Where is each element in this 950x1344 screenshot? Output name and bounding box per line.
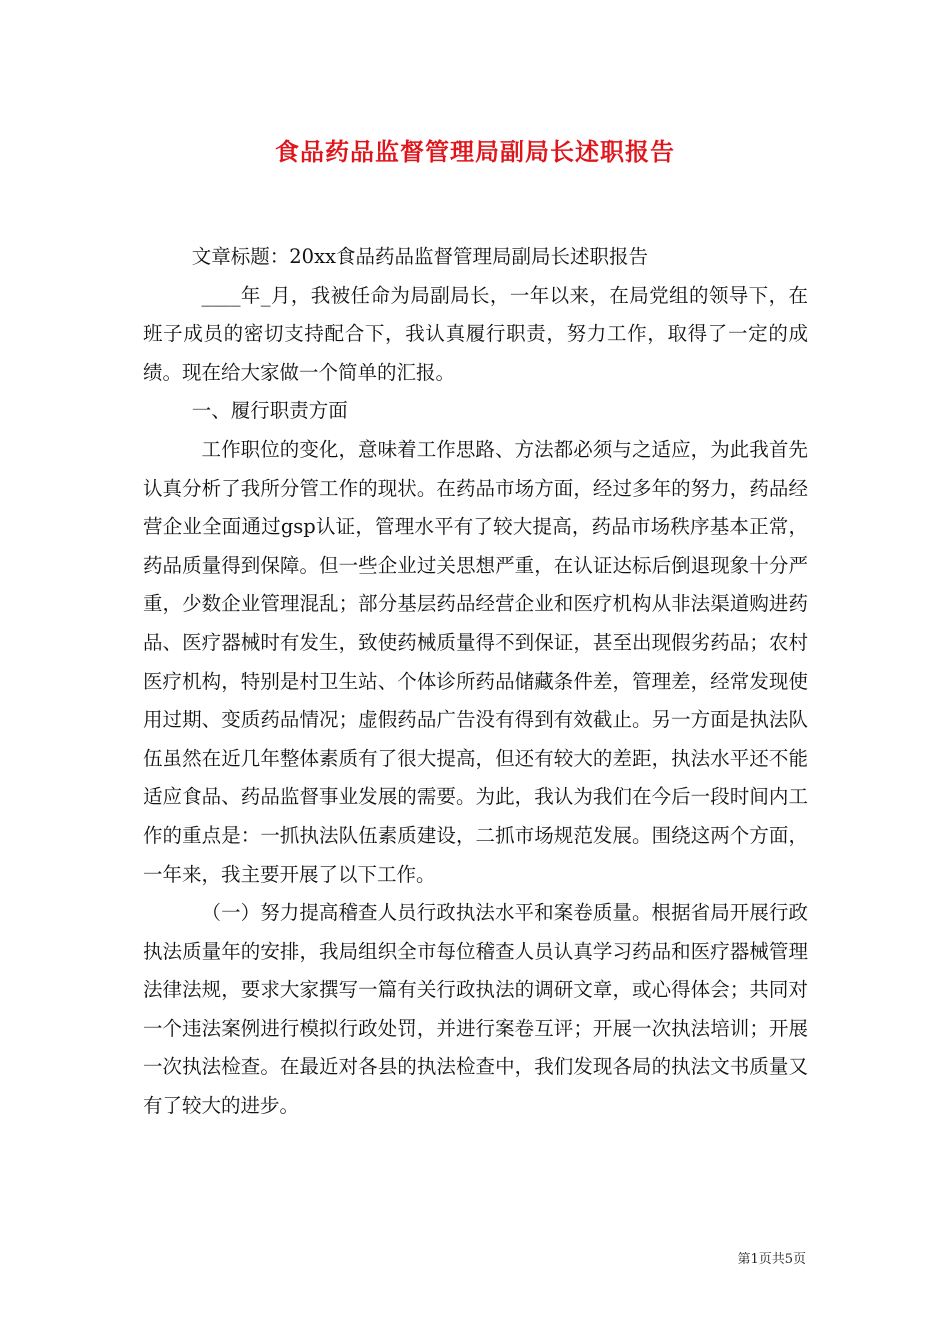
body-paragraph: 工作职位的变化，意味着工作思路、方法都必须与之适应，为此我首先认真分析了我所分管工作的现状。在药品市场方面，经过多年的努力，药品经营企业全面通过gsp认证，管理水平有了较大提高，药品市场秩序基本正常，药品质量得到保障。但一些企业过关思想严重，在认证达标后倒退现象十分严重，少数企业管理混乱；部分基层药品经营企业和医疗机构从非法渠道购进药品、医疗器械时有发生，致使药械质量得不到保证，甚至出现假劣药品；农村医疗机构，特别是村卫生站、个体诊所药品储藏条件差，管理差，经常发现使用过期、变质药品情况；虚假药品广告没有得到有效截止。另一方面是执法队伍虽然在近几年整体素质有了很大提高，但还有较大的差距，执法水平还不能适应食品、药品监督事业发展的需要。为此，我认为我们在今后一段时间内工作的重点是：一抓执法队伍素质建设，二抓市场规范发展。围绕这两个方面，一年来，我主要开展了以下工作。 bbox=[143, 437, 808, 886]
intro-paragraph: ____年_月，我被任命为局副局长，一年以来，在局党组的领导下，在班子成员的密切支持配合下，我认真履行职责，努力工作，取得了一定的成绩。现在给大家做一个简单的汇报。 bbox=[143, 283, 808, 384]
document-title: 食品药品监督管理局副局长述职报告 bbox=[275, 137, 675, 166]
document-body bbox=[143, 238, 808, 1126]
page-number: 第1页共5页 bbox=[737, 1252, 806, 1267]
list-item-paragraph: （一）努力提高稽查人员行政执法水平和案卷质量。根据省局开展行政执法质量年的安排，我局组织全市每位稽查人员认真学习药品和医疗器械管理法律法规，要求大家撰写一篇有关行政执法的调研文章，或心得体会；共同对一个违法案例进行模拟行政处罚，并进行案卷互评；开展一次执法培训；开展一次执法检查。在最近对各县的执法检查中，我们发现各局的执法文书质量又有了较大的进步。 bbox=[143, 901, 808, 1118]
section-heading: 一、履行职责方面 bbox=[191, 399, 348, 423]
article-title-line: 文章标题：20xx食品药品监督管理局副局长述职报告 bbox=[191, 245, 649, 268]
